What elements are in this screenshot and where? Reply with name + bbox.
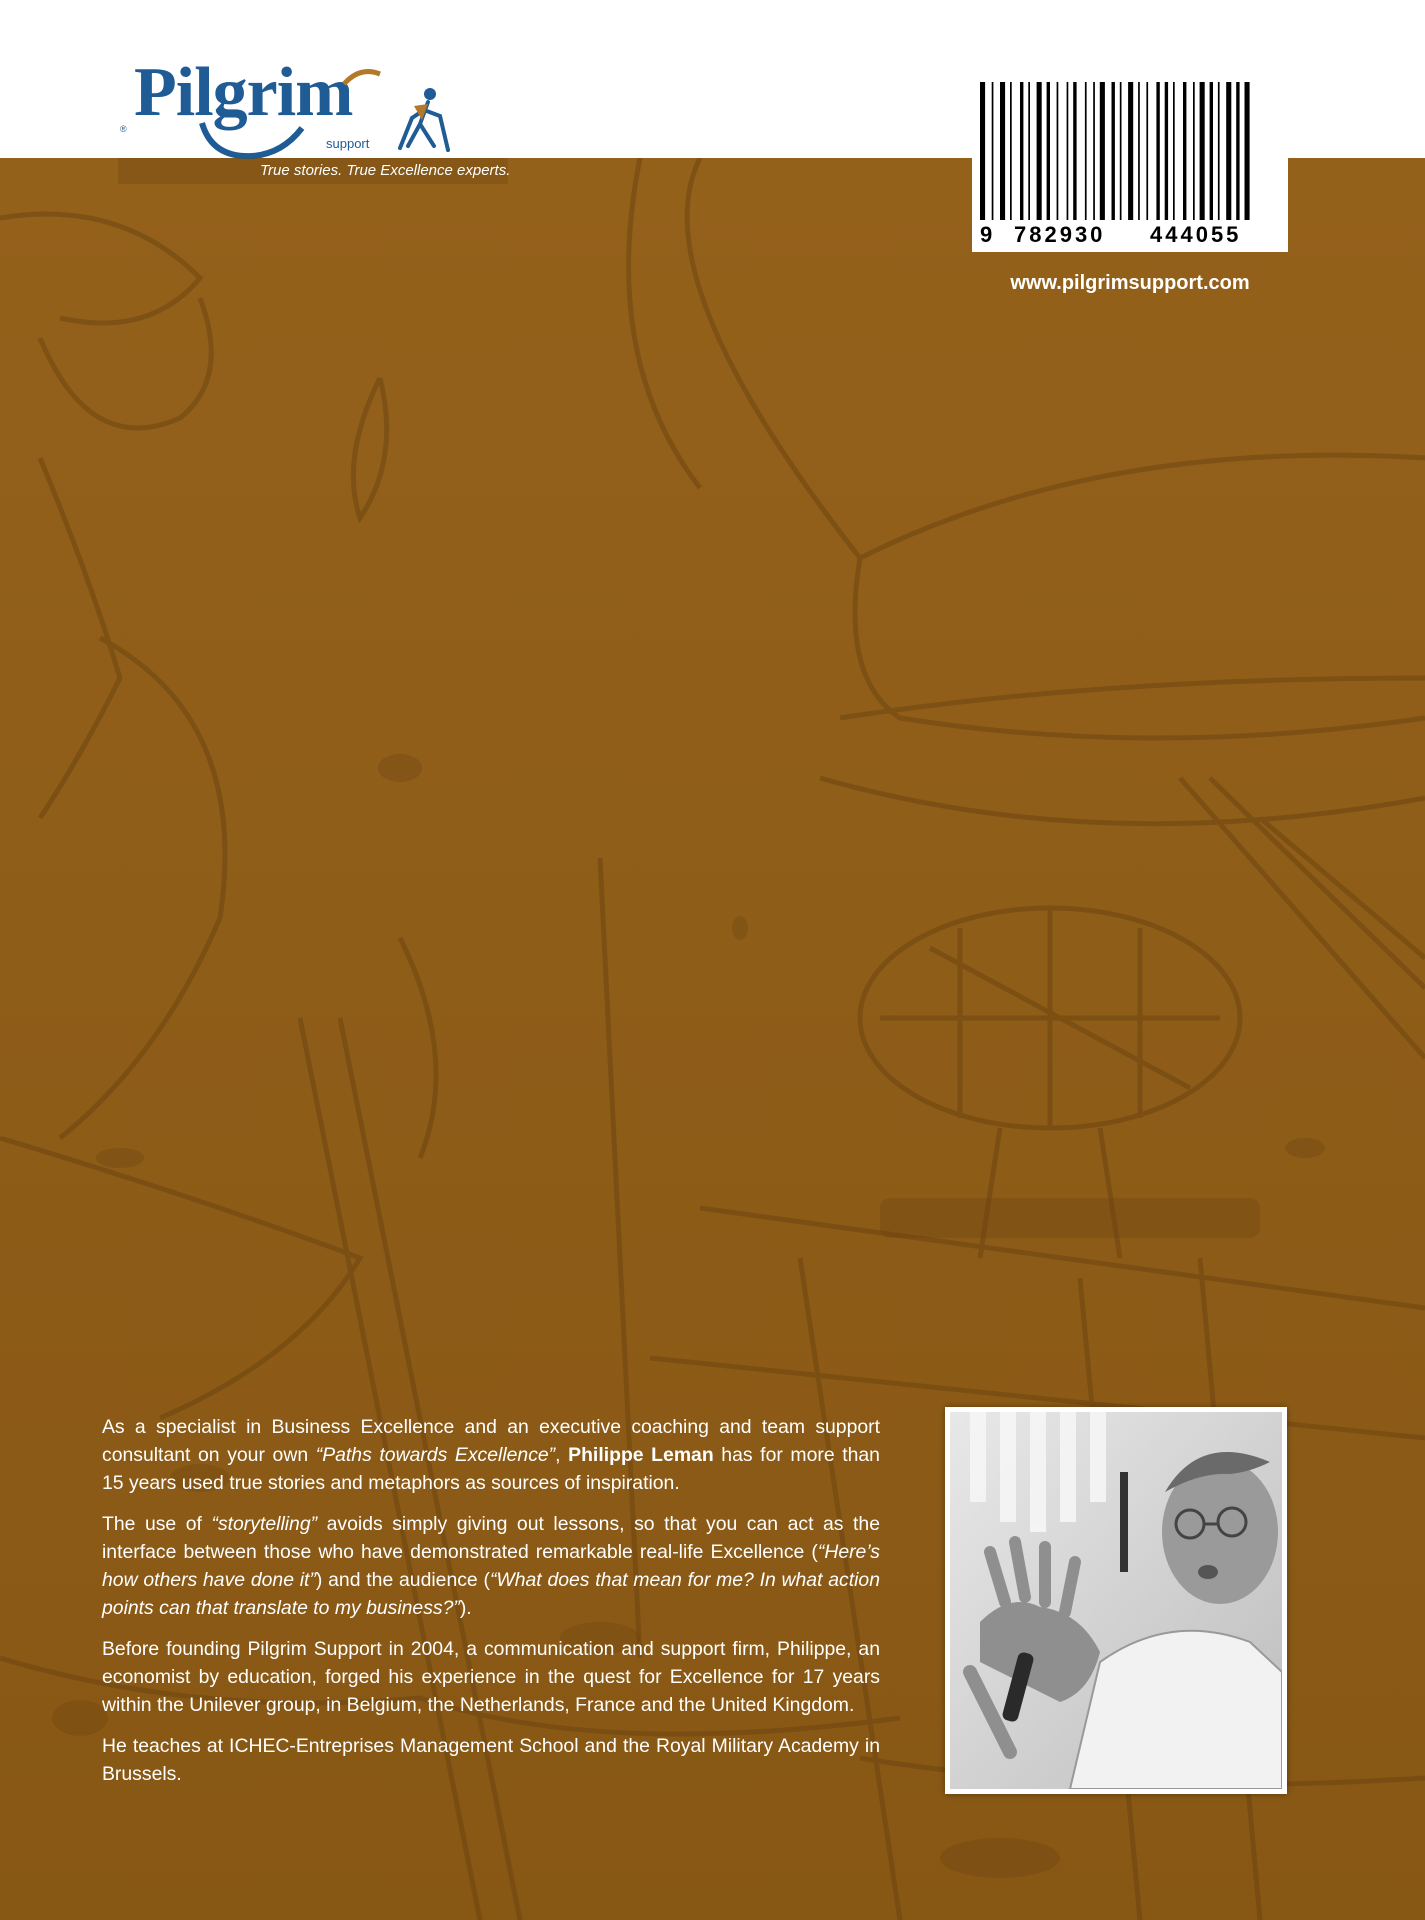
author-bio <box>102 1413 880 1801</box>
bio-quote: “Here’s how others have done it” <box>102 1541 880 1591</box>
barcode-bar <box>1200 82 1205 220</box>
bio-quote: “What does that mean for me? In what action points can that translate to my business?” <box>102 1569 880 1619</box>
bio-paragraph-2 <box>102 1510 880 1622</box>
isbn-barcode <box>972 76 1288 252</box>
barcode-bar <box>1047 82 1050 220</box>
bio-text: ) and the audience ( <box>315 1569 490 1591</box>
author-name: Philippe Leman <box>568 1444 714 1466</box>
bio-text: As a specialist in Business Excellence and an executive coaching and team support consultant on your own <box>102 1416 880 1466</box>
barcode-bar <box>1000 82 1005 220</box>
barcode-bar <box>992 82 994 220</box>
barcode-bar <box>1146 82 1148 220</box>
barcode-bar <box>1183 82 1186 220</box>
bio-text: The use of <box>102 1513 212 1535</box>
author-photo <box>945 1407 1287 1794</box>
logo-accent-icon <box>342 68 382 88</box>
barcode-bar <box>1020 82 1023 220</box>
barcode-left-digits: 782930 <box>1014 222 1106 247</box>
logo-wordmark: Pilgrim <box>134 54 353 131</box>
barcode-bar <box>1073 82 1076 220</box>
barcode-bar <box>1010 82 1012 220</box>
logo-support-label: support <box>326 136 370 151</box>
barcode-bar <box>1245 82 1250 220</box>
barcode-right-digits: 444055 <box>1150 222 1242 247</box>
barcode-bar <box>1067 82 1069 220</box>
bio-text: ). <box>459 1597 472 1619</box>
barcode-bar <box>1037 82 1042 220</box>
bio-text: avoids simply giving out lessons, so that you can act as the interface between those who have demonstrated remarkable real-life Excellence ( <box>102 1513 880 1563</box>
barcode-bar <box>1100 82 1105 220</box>
barcode-bar <box>1093 82 1095 220</box>
barcode-bar <box>1028 82 1030 220</box>
website-url[interactable]: www.pilgrimsupport.com <box>1010 272 1250 294</box>
barcode-bar <box>1193 82 1195 220</box>
barcode-bar <box>1218 82 1220 220</box>
logo-registered-mark: ® <box>120 124 127 134</box>
barcode-bar <box>1128 82 1133 220</box>
bio-paragraph-4: He teaches at ICHEC-Entreprises Management School and the Royal Military Academy in Brussels. <box>102 1735 880 1785</box>
barcode-digits <box>978 222 1282 248</box>
barcode-bar <box>1057 82 1059 220</box>
barcode-bar <box>1138 82 1140 220</box>
barcode-bar <box>980 82 985 220</box>
bio-quote: “storytelling” <box>211 1513 318 1535</box>
barcode-first-digit: 9 <box>980 222 993 247</box>
barcode-bar <box>1236 82 1239 220</box>
barcode-bar <box>1173 82 1175 220</box>
barcode-bar <box>1210 82 1213 220</box>
pilgrim-logo <box>118 54 511 186</box>
barcode-bar <box>1165 82 1168 220</box>
bio-paragraph-3: Before founding Pilgrim Support in 2004, a communication and support firm, Philippe, an economist by education, forged his experience in the quest for Excellence for 17 years within the Unilever group, in Belgium, the Netherlands, France and the United Kingdom. <box>102 1638 880 1716</box>
barcode-bar <box>1085 82 1087 220</box>
bio-text: , <box>555 1444 569 1466</box>
barcode-bar <box>1120 82 1122 220</box>
bio-paragraph-1 <box>102 1413 880 1497</box>
author-portrait-image <box>950 1412 1282 1789</box>
bio-text: has for more than 15 years used true stories and metaphors as sources of inspiration. <box>102 1444 880 1494</box>
logo-tagline: True stories. True Excellence experts. <box>260 162 511 179</box>
barcode-bar <box>1226 82 1231 220</box>
barcode-bar <box>1112 82 1115 220</box>
hiker-icon <box>394 84 454 154</box>
bio-quote: “Paths towards Excellence” <box>315 1444 556 1466</box>
barcode-bar <box>1156 82 1159 220</box>
